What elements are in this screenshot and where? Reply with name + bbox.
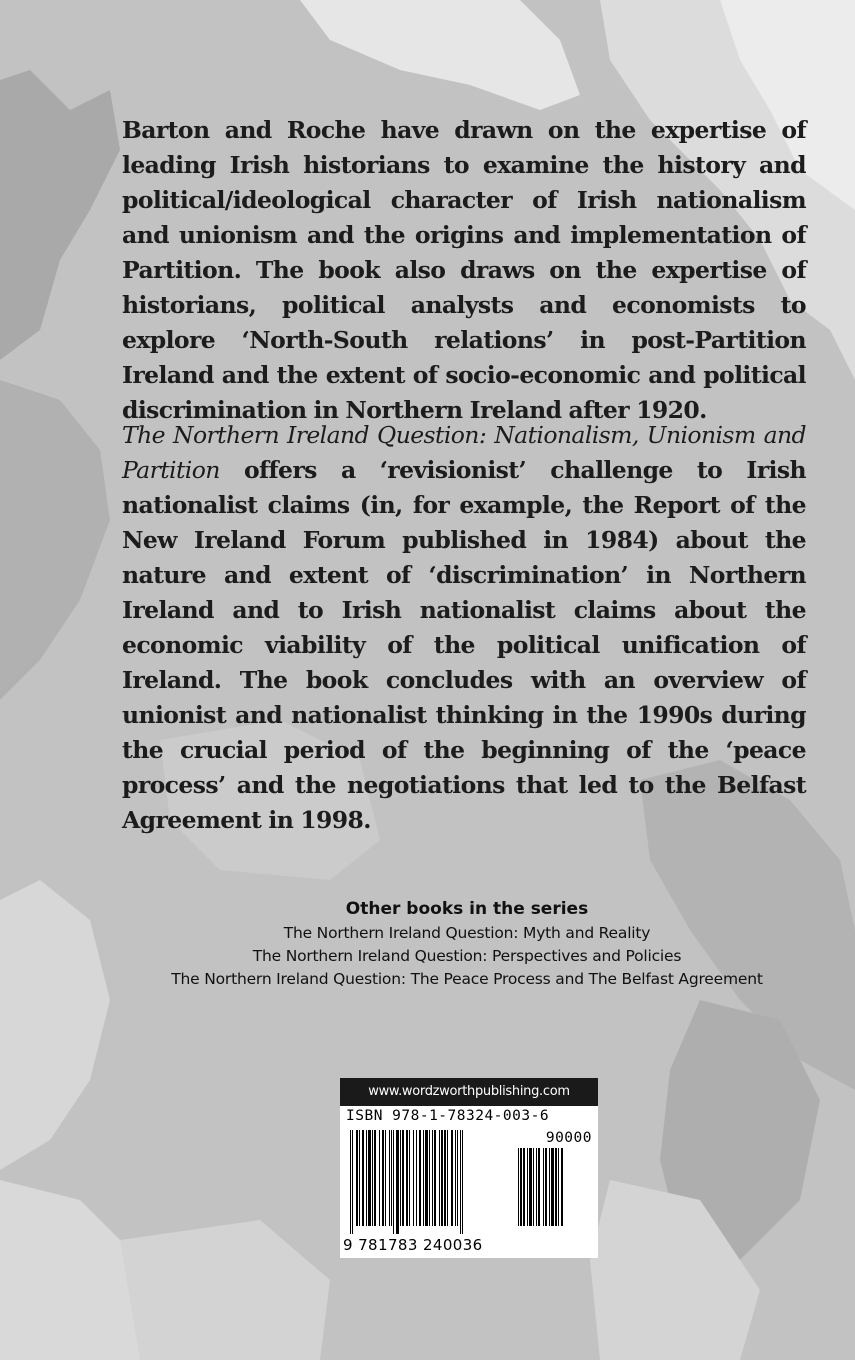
- series-title-3: The Northern Ireland Question: The Peace Process and The Belfast Agreement: [171, 970, 763, 988]
- barcode-bar: [416, 1130, 417, 1226]
- barcode-bar: [527, 1148, 528, 1226]
- barcode-bar: [434, 1130, 436, 1226]
- barcode-panel: [340, 1078, 598, 1258]
- blurb-paragraph-1: Barton and Roche have drawn on the expertise of leading Irish historians to examine the history and political/ideological character of Irish nationalism and unionism and the origins and implementation of Partition. The book also draws on the expertise of historians, political analysts and economists to explore ‘North-South relations’ in post-Partition Ireland and the extent of socio-economic and political discrimination in Northern Ireland after 1920.: [122, 116, 806, 424]
- barcode-bar: [451, 1130, 453, 1226]
- barcode-bar: [533, 1148, 534, 1226]
- barcode-bar: [455, 1130, 456, 1226]
- series-section: [80, 896, 854, 991]
- barcode-bar: [555, 1148, 557, 1226]
- barcode-bar: [393, 1130, 394, 1234]
- barcode-bar: [350, 1130, 351, 1234]
- barcode-bar: [400, 1130, 401, 1226]
- barcode-bar: [457, 1130, 458, 1226]
- barcode-bar: [368, 1130, 371, 1226]
- ean-barcode: [350, 1130, 510, 1234]
- barcode-bar: [444, 1130, 446, 1226]
- barcode-bar: [409, 1130, 410, 1226]
- barcode-bar: [385, 1130, 386, 1226]
- barcode-bar: [561, 1148, 563, 1226]
- barcode-bar: [538, 1148, 540, 1226]
- barcode-bar: [389, 1130, 390, 1226]
- barcode-bar: [425, 1130, 428, 1226]
- barcode-bar: [374, 1130, 376, 1226]
- barcode-bar: [558, 1148, 559, 1226]
- barcode-bar: [362, 1130, 364, 1226]
- barcode-bar: [551, 1148, 554, 1226]
- price-code: 90000: [545, 1130, 592, 1146]
- addon-barcode: [518, 1148, 588, 1234]
- barcode-bar: [462, 1130, 463, 1234]
- book-title-italic: The Northern Ireland Question: Nationalism, Unionism and Partition: [122, 421, 806, 484]
- barcode-bar: [523, 1148, 525, 1226]
- barcode-bar: [423, 1130, 424, 1226]
- barcode-bar: [402, 1130, 404, 1226]
- barcode-bar: [379, 1130, 380, 1226]
- barcode-bar: [543, 1148, 544, 1226]
- barcode-bar: [366, 1130, 367, 1226]
- barcode-bar: [520, 1148, 522, 1226]
- barcode-bar: [549, 1148, 550, 1226]
- blurb-paragraph-2: [122, 418, 806, 838]
- barcode-bar: [352, 1130, 353, 1234]
- series-title-1: The Northern Ireland Question: Myth and Reality: [283, 924, 651, 942]
- barcode-bar: [406, 1130, 408, 1226]
- isbn-number: ISBN 978-1-78324-003-6: [346, 1108, 550, 1124]
- barcode-bar: [518, 1148, 519, 1226]
- barcode-bar: [382, 1130, 384, 1226]
- barcode-bar: [396, 1130, 399, 1234]
- barcode-bar: [356, 1130, 358, 1226]
- barcode-bar: [447, 1130, 448, 1226]
- series-heading: Other books in the series: [345, 899, 589, 919]
- barcode-bar: [439, 1130, 440, 1226]
- barcode-bar: [359, 1130, 360, 1226]
- barcode-bar: [429, 1130, 430, 1226]
- ean-digits: 9 781783 240036: [343, 1236, 483, 1254]
- barcode-bar: [432, 1130, 433, 1226]
- barcode-bar: [391, 1130, 392, 1226]
- barcode-bar: [419, 1130, 421, 1226]
- barcode-bar: [441, 1130, 443, 1226]
- barcode-bar: [460, 1130, 461, 1234]
- barcode-bar: [545, 1148, 547, 1226]
- barcode-bar: [413, 1130, 414, 1226]
- series-title-2: The Northern Ireland Question: Perspectives and Policies: [252, 947, 682, 965]
- barcode-bar: [372, 1130, 373, 1226]
- publisher-website: www.wordzworthpublishing.com: [340, 1078, 598, 1106]
- blurb-paragraph-2-text: offers a ‘revisionist’ challenge to Irish nationalist claims (in, for example, the Report of the New Ireland Forum published in 1984) about the nature and extent of ‘discrimination’ in Northern Ireland and to Irish nationalist claims about the economic viability of the political unification of Ireland. The book concludes with an overview of unionist and nationalist thinking in the 1990s during the crucial period of the beginning of the ‘peace process’ and the negotiations that led to the Belfast Agreement in 1998.: [122, 456, 806, 834]
- barcode-bar: [529, 1148, 532, 1226]
- barcode-bar: [536, 1148, 537, 1226]
